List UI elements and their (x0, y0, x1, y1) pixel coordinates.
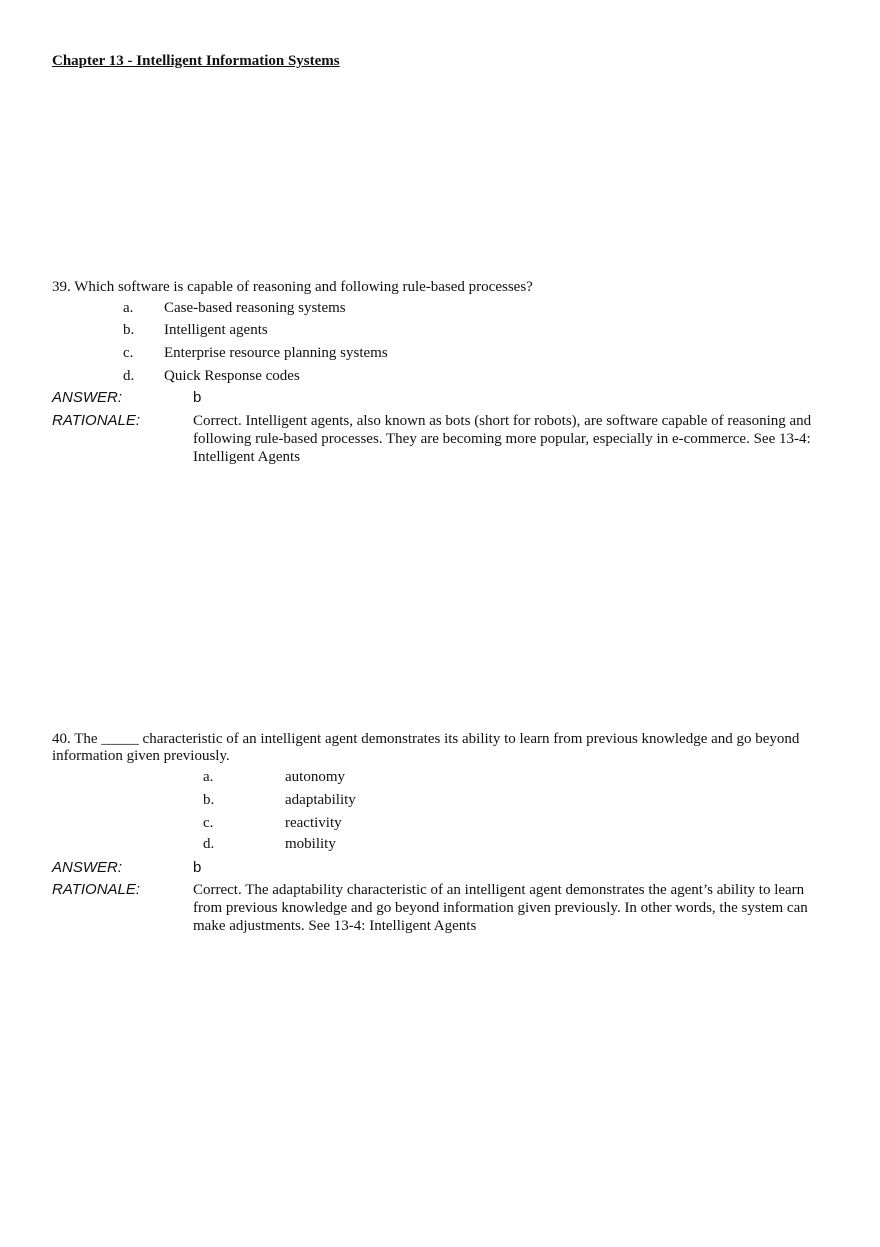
q39-option-a-text: Case-based reasoning systems (164, 300, 346, 316)
q40-option-d-letter: d. (203, 836, 215, 852)
q39-option-b-text: Intelligent agents (164, 322, 268, 338)
question-39-text: 39. Which software is capable of reasoning and following rule-based processes? (52, 279, 533, 295)
q40-rationale-label: RATIONALE: (52, 881, 141, 898)
question-40-text: 40. The _____ characteristic of an intelligent agent demonstrates its ability to learn from previous knowledge and go beyond information given previously. (52, 731, 800, 764)
q39-option-b-letter: b. (123, 322, 135, 338)
q39-option-d-text: Quick Response codes (164, 368, 300, 384)
q40-option-d-text: mobility (285, 836, 336, 852)
q39-answer-value: b (193, 389, 202, 406)
q40-rationale-text: Correct. The adaptability characteristic of an intelligent agent demonstrates the agent’s ability to learn from previous knowledge and go beyond information given previously. In other words, the system can make adjustments. See 13-4: Intelligent Agents (193, 882, 808, 934)
q40-answer-label: ANSWER: (52, 859, 123, 876)
q40-answer-value: b (193, 859, 202, 876)
chapter-title: Chapter 13 - Intelligent Information Systems (52, 53, 340, 69)
q40-option-b-letter: b. (203, 792, 215, 808)
q39-option-c-letter: c. (123, 345, 134, 361)
q40-option-b-text: adaptability (285, 792, 356, 808)
q39-rationale-label: RATIONALE: (52, 412, 141, 429)
q39-option-a-letter: a. (123, 300, 134, 316)
q40-option-a-text: autonomy (285, 769, 345, 785)
q39-option-c-text: Enterprise resource planning systems (164, 345, 388, 361)
q39-rationale-text: Correct. Intelligent agents, also known as bots (short for robots), are software capable of reasoning and following rule-based processes. They are becoming more popular, especially in e-commerce. See 13-4: Intelligent Agents (193, 413, 812, 465)
q39-answer-label: ANSWER: (52, 389, 123, 406)
q39-option-d-letter: d. (123, 368, 135, 384)
q40-option-c-text: reactivity (285, 815, 342, 831)
q40-option-c-letter: c. (203, 815, 214, 831)
q40-option-a-letter: a. (203, 769, 214, 785)
